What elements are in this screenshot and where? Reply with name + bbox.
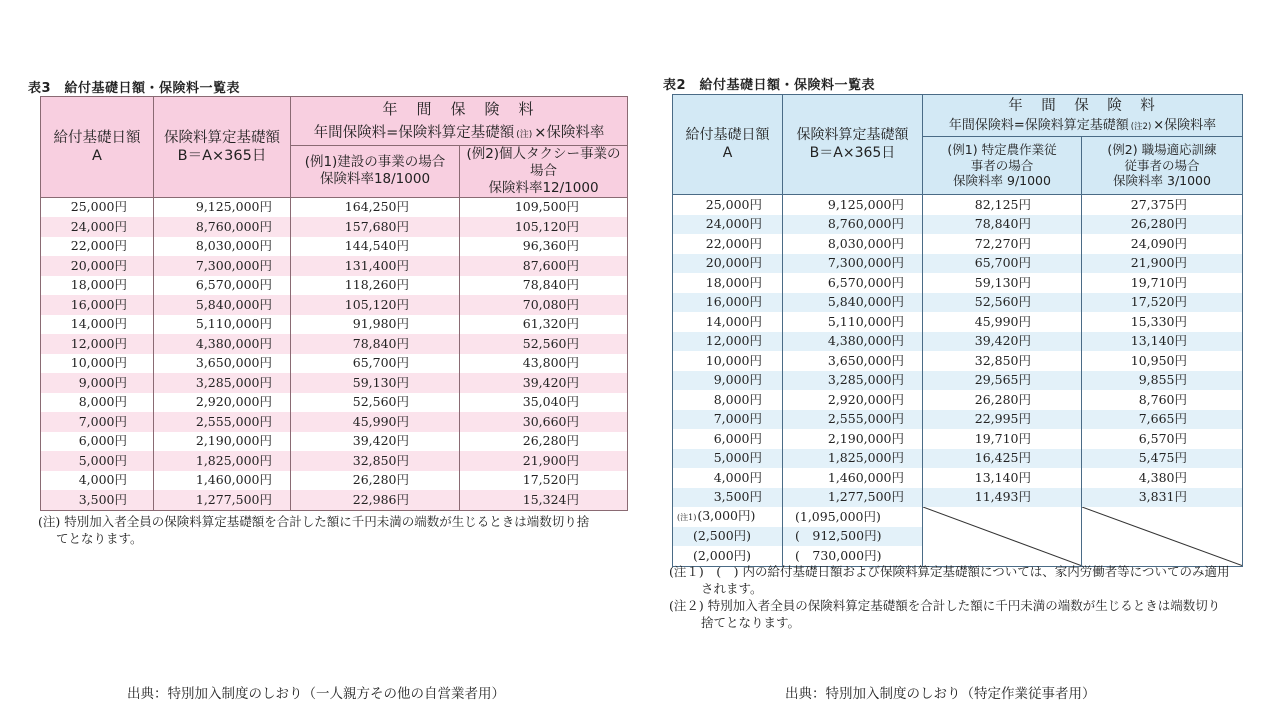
table-row [673,195,1243,215]
t2-cell: 2,190,000円 [783,429,923,449]
table-row [673,215,1243,235]
t3-cell: 14,000円 [41,315,154,335]
t3-cell: 8,000円 [41,393,154,413]
t3-cell: 16,000円 [41,295,154,315]
t2-paren-cell [673,527,783,547]
table-row [41,393,628,413]
t3-cell: 4,380,000円 [154,334,291,354]
t3-cell: 144,540円 [291,237,460,257]
t2-cell: 25,000円 [673,195,783,215]
table-row [673,468,1243,488]
table3 [40,96,628,511]
t2-cell: 1,825,000円 [783,449,923,469]
t2-cell: 3,831円 [1082,488,1243,508]
table-row [673,273,1243,293]
t3-col1-header: 給付基礎日額 A [41,97,154,198]
t2-cell: 11,493円 [923,488,1082,508]
t2-cell: 18,000円 [673,273,783,293]
t2-cell: 29,565円 [923,371,1082,391]
diagonal-line [923,507,1081,566]
t2-cell: 6,570,000円 [783,273,923,293]
table-row [673,234,1243,254]
table-row [41,471,628,491]
table-row [673,371,1243,391]
t2-formula-suffix: ×保険料率 [1153,118,1217,134]
t2-cell: 7,300,000円 [783,254,923,274]
t3-cell: 2,190,000円 [154,432,291,452]
t2-group-formula [923,117,1243,137]
t3-cell: 59,130円 [291,373,460,393]
t3-cell: 157,680円 [291,217,460,237]
t2-paren-base: ( 912,500円) [783,527,923,547]
t2-cell: 7,665円 [1082,410,1243,430]
table-row [41,256,628,276]
t3-cell: 22,986円 [291,490,460,510]
t2-cell: 6,000円 [673,429,783,449]
t2-cell: 1,460,000円 [783,468,923,488]
t2-cell: 39,420円 [923,332,1082,352]
t2-cell: 19,710円 [923,429,1082,449]
t3-cell: 105,120円 [291,295,460,315]
t2-paren-base: ( 730,000円) [783,546,923,566]
t2-cell: 4,380,000円 [783,332,923,352]
t3-cell: 2,555,000円 [154,412,291,432]
table-row [41,197,628,217]
t2-note-mark: (注2) [1130,122,1152,133]
t2-cell: 3,500円 [673,488,783,508]
t2-cell: 16,425円 [923,449,1082,469]
t2-cell: 82,125円 [923,195,1082,215]
t2-notes [669,563,1229,631]
t2-note2-line2: 捨てとなります。 [701,615,801,630]
t3-ex1-header: (例1)建設の事業の場合 保険料率18/1000 [291,146,460,198]
t3-cell: 6,570,000円 [154,276,291,296]
t3-note-mark: (注) [516,130,533,141]
t2-cell: 13,140円 [1082,332,1243,352]
t3-ex2-header: (例2)個人タクシー事業の場合 保険料率12/1000 [460,146,628,198]
t2-paren-daily: (2,500円) [693,528,752,544]
table-row [673,449,1243,469]
t2-empty-cell [923,507,1082,566]
t3-cell: 39,420円 [460,373,628,393]
t2-note1-line1: (注１) ( ) 内の給付基礎日額および保険料算定基礎額については、家内労働者等についてのみ適用 [669,564,1230,579]
t3-cell: 3,500円 [41,490,154,510]
t2-col1-header: 給付基礎日額 A [673,95,783,195]
t2-cell: 16,000円 [673,293,783,313]
t2-cell: 4,380円 [1082,468,1243,488]
t2-paren-cell [673,507,783,527]
table-row [41,295,628,315]
t2-cell: 8,000円 [673,390,783,410]
t3-cell: 12,000円 [41,334,154,354]
t3-cell: 15,324円 [460,490,628,510]
t2-ex2-header: (例2) 職場適応訓練 従事者の場合 保険料率 3/1000 [1082,137,1243,195]
t3-cell: 91,980円 [291,315,460,335]
t2-cell: 5,475円 [1082,449,1243,469]
t2-cell: 13,140円 [923,468,1082,488]
t3-cell: 45,990円 [291,412,460,432]
t3-formula-text: 年間保険料=保険料算定基礎額 [313,125,515,142]
t3-cell: 39,420円 [291,432,460,452]
table2-caption: 表2 給付基礎日額・保険料一覧表 [663,78,876,93]
t2-cell: 27,375円 [1082,195,1243,215]
t3-cell: 70,080円 [460,295,628,315]
table-row [673,312,1243,332]
table-row [41,432,628,452]
t3-cell: 5,110,000円 [154,315,291,335]
t2-group-title: 年 間 保 険 料 [923,95,1243,117]
t3-cell: 17,520円 [460,471,628,491]
table-row [673,488,1243,508]
t2-cell: 15,330円 [1082,312,1243,332]
table-row [673,351,1243,371]
t3-cell: 32,850円 [291,451,460,471]
table-row [41,276,628,296]
table-row [41,334,628,354]
t2-paren-daily: (3,000円) [697,507,756,523]
t3-cell: 25,000円 [41,197,154,217]
t2-paren-base: (1,095,000円) [783,507,923,527]
t3-cell: 4,000円 [41,471,154,491]
t3-note-line2: てとなります。 [56,531,143,546]
t2-cell: 22,000円 [673,234,783,254]
t3-cell: 26,280円 [291,471,460,491]
t3-cell: 6,000円 [41,432,154,452]
t2-cell: 3,285,000円 [783,371,923,391]
table-row [41,490,628,510]
t3-cell: 87,600円 [460,256,628,276]
t2-cell: 5,000円 [673,449,783,469]
t3-cell: 20,000円 [41,256,154,276]
t2-formula-text: 年間保険料=保険料算定基礎額 [948,118,1129,134]
t2-cell: 32,850円 [923,351,1082,371]
t2-col2-header: 保険料算定基礎額 B＝A×365日 [783,95,923,195]
t2-cell: 26,280円 [1082,215,1243,235]
t3-cell: 1,825,000円 [154,451,291,471]
t3-cell: 5,840,000円 [154,295,291,315]
t2-paren-daily: (2,000円) [693,547,752,563]
t3-cell: 21,900円 [460,451,628,471]
t2-cell: 21,900円 [1082,254,1243,274]
t3-cell: 164,250円 [291,197,460,217]
table-row [41,315,628,335]
t3-note [38,513,589,547]
t3-cell: 1,460,000円 [154,471,291,491]
t3-cell: 10,000円 [41,354,154,374]
t2-note2-line1: (注２) 特別加入者全員の保険料算定基礎額を合計した額に千円未満の端数が生じるときは端数切り [669,598,1221,613]
t3-group-title: 年 間 保 険 料 [291,97,628,122]
t3-cell: 131,400円 [291,256,460,276]
t3-cell: 2,920,000円 [154,393,291,413]
table-row [673,507,1243,527]
t2-cell: 8,760円 [1082,390,1243,410]
t3-cell: 18,000円 [41,276,154,296]
t3-cell: 7,300,000円 [154,256,291,276]
t3-cell: 22,000円 [41,237,154,257]
t2-cell: 24,000円 [673,215,783,235]
t3-cell: 30,660円 [460,412,628,432]
t2-cell: 9,000円 [673,371,783,391]
t2-cell: 4,000円 [673,468,783,488]
t3-cell: 1,277,500円 [154,490,291,510]
t3-body [41,197,628,510]
t2-cell: 14,000円 [673,312,783,332]
t2-cell: 2,920,000円 [783,390,923,410]
t2-cell: 20,000円 [673,254,783,274]
t2-cell: 10,000円 [673,351,783,371]
t2-cell: 9,855円 [1082,371,1243,391]
t3-cell: 3,650,000円 [154,354,291,374]
t3-cell: 24,000円 [41,217,154,237]
t2-cell: 59,130円 [923,273,1082,293]
t2-cell: 1,277,500円 [783,488,923,508]
table-row [673,293,1243,313]
t2-cell: 78,840円 [923,215,1082,235]
table3-caption: 表3 給付基礎日額・保険料一覧表 [28,81,241,96]
t3-cell: 8,760,000円 [154,217,291,237]
table2 [672,94,1243,567]
t3-cell: 78,840円 [460,276,628,296]
t2-cell: 72,270円 [923,234,1082,254]
t2-cell: 8,760,000円 [783,215,923,235]
t3-cell: 78,840円 [291,334,460,354]
table-row [41,217,628,237]
t3-cell: 96,360円 [460,237,628,257]
diagonal-line [1082,507,1242,566]
t3-cell: 118,260円 [291,276,460,296]
t3-col2-header: 保険料算定基礎額 B＝A×365日 [154,97,291,198]
t2-cell: 24,090円 [1082,234,1243,254]
table-row [673,429,1243,449]
t3-cell: 9,125,000円 [154,197,291,217]
t2-cell: 26,280円 [923,390,1082,410]
t3-cell: 109,500円 [460,197,628,217]
t2-cell: 8,030,000円 [783,234,923,254]
t3-cell: 8,030,000円 [154,237,291,257]
t2-cell: 12,000円 [673,332,783,352]
t3-source: 出典：特別加入制度のしおり（一人親方その他の自営業者用） [127,686,505,702]
table-row [41,451,628,471]
t3-formula-suffix: ×保険料率 [534,125,605,142]
t2-source: 出典：特別加入制度のしおり（特定作業従事者用） [785,686,1096,702]
t3-cell: 9,000円 [41,373,154,393]
t2-cell: 2,555,000円 [783,410,923,430]
t2-cell: 52,560円 [923,293,1082,313]
table-row [41,412,628,432]
t2-cell: 22,995円 [923,410,1082,430]
t2-cell: 3,650,000円 [783,351,923,371]
t2-paren-note-mark: (注1) [677,512,697,522]
table-row [41,237,628,257]
table-row [673,390,1243,410]
t3-cell: 3,285,000円 [154,373,291,393]
t2-body [673,195,1243,567]
t3-cell: 43,800円 [460,354,628,374]
t2-cell: 7,000円 [673,410,783,430]
table-row [673,410,1243,430]
t3-group-formula [291,122,628,146]
t2-empty-cell [1082,507,1243,566]
table-row [41,354,628,374]
t3-cell: 7,000円 [41,412,154,432]
t2-cell: 65,700円 [923,254,1082,274]
t2-cell: 6,570円 [1082,429,1243,449]
t3-cell: 5,000円 [41,451,154,471]
t3-cell: 52,560円 [291,393,460,413]
table-row [41,373,628,393]
t2-cell: 45,990円 [923,312,1082,332]
table-row [673,254,1243,274]
t2-cell: 9,125,000円 [783,195,923,215]
t2-cell: 10,950円 [1082,351,1243,371]
t2-cell: 19,710円 [1082,273,1243,293]
t3-cell: 35,040円 [460,393,628,413]
t3-cell: 65,700円 [291,354,460,374]
t3-cell: 105,120円 [460,217,628,237]
t3-cell: 61,320円 [460,315,628,335]
t2-cell: 17,520円 [1082,293,1243,313]
t3-cell: 26,280円 [460,432,628,452]
t2-cell: 5,840,000円 [783,293,923,313]
t2-note1-line2: されます。 [701,581,763,596]
t3-note-line1: (注) 特別加入者全員の保険料算定基礎額を合計した額に千円未満の端数が生じるときは端数切り捨 [38,514,590,529]
t2-cell: 5,110,000円 [783,312,923,332]
table-row [673,332,1243,352]
t3-cell: 52,560円 [460,334,628,354]
t2-ex1-header: (例1) 特定農作業従 事者の場合 保険料率 9/1000 [923,137,1082,195]
